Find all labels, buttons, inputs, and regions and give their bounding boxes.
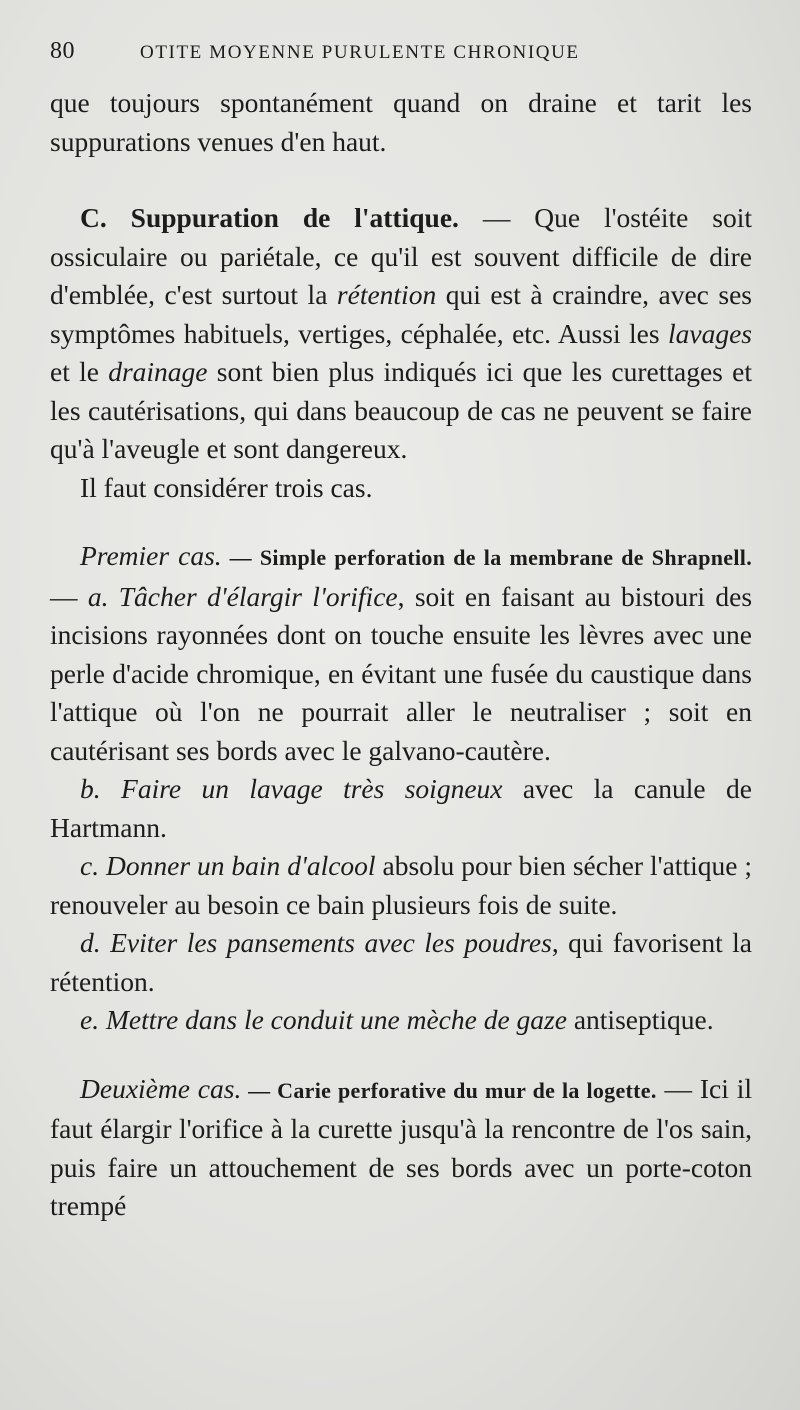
case-label: Premier cas. (80, 540, 222, 571)
case-title: — Carie perforative du mur de la logette. (241, 1077, 657, 1103)
section-heading: C. Suppuration de l'attique. (80, 202, 459, 233)
item-e: e. Mettre dans le conduit une mèche de gaze antiseptique. (80, 1004, 714, 1035)
section-c-paragraph: C. Suppuration de l'attique. — Que l'ostéite soit ossiculaire ou pariétale, ce qu'il est souvent difficile de dire d'emblée, c'est surtout la rétention qui est à craindre, avec ses symptômes habituels, vertiges, céphalée, etc. Aussi les lavages et le drainage sont bien plus indiqués ici que les curettages et les cautérisations, qui dans beaucoup de cas ne peuvent se faire qu'à l'aveugle et sont dangereux. (50, 202, 752, 464)
case-label: Deuxième cas. (80, 1072, 242, 1104)
page-number: 80 (50, 38, 75, 64)
page-body (50, 84, 752, 1226)
item-c: c. Donner un bain d'alcool absolu pour bien sécher l'attique ; renouveler au besoin ce bain plusieurs fois de suite. (50, 850, 752, 920)
running-title: OTITE MOYENNE PURULENTE CHRONIQUE (140, 42, 580, 63)
second-case-paragraph: Deuxième cas. — Carie perforative du mur de la logette. — Ici il faut élargir l'orifice à la curette jusqu'à la rencontre de l'os sain, puis faire un attouchement de ses bords avec un porte-coton trempé (50, 1072, 752, 1221)
paragraph-continuation (50, 84, 752, 161)
item-d: d. Eviter les pansements avec les poudres, qui favorisent la rétention. (50, 927, 752, 997)
item-b: b. Faire un lavage très soigneux avec la canule de Hartmann. (50, 773, 752, 843)
paragraph-text: que toujours spontanément quand on draine et tarit les suppurations venues d'en haut. (50, 87, 752, 157)
case-title: — Simple perforation de la membrane de Shrapnell. (221, 545, 752, 570)
first-case-paragraph: Premier cas. — Simple perforation de la membrane de Shrapnell. — a. Tâcher d'élargir l'orifice, soit en faisant au bistouri des incisions rayonnées dont on touche ensuite les lèvres avec une perle d'acide chromique, en évitant une fusée du caustique dans l'attique où l'on ne pourrait aller le neutraliser ; soit en cautérisant ses bords avec le galvano-cautère. (50, 540, 753, 766)
paragraph-three-cases: Il faut considérer trois cas. (80, 471, 373, 503)
running-header (50, 38, 752, 65)
